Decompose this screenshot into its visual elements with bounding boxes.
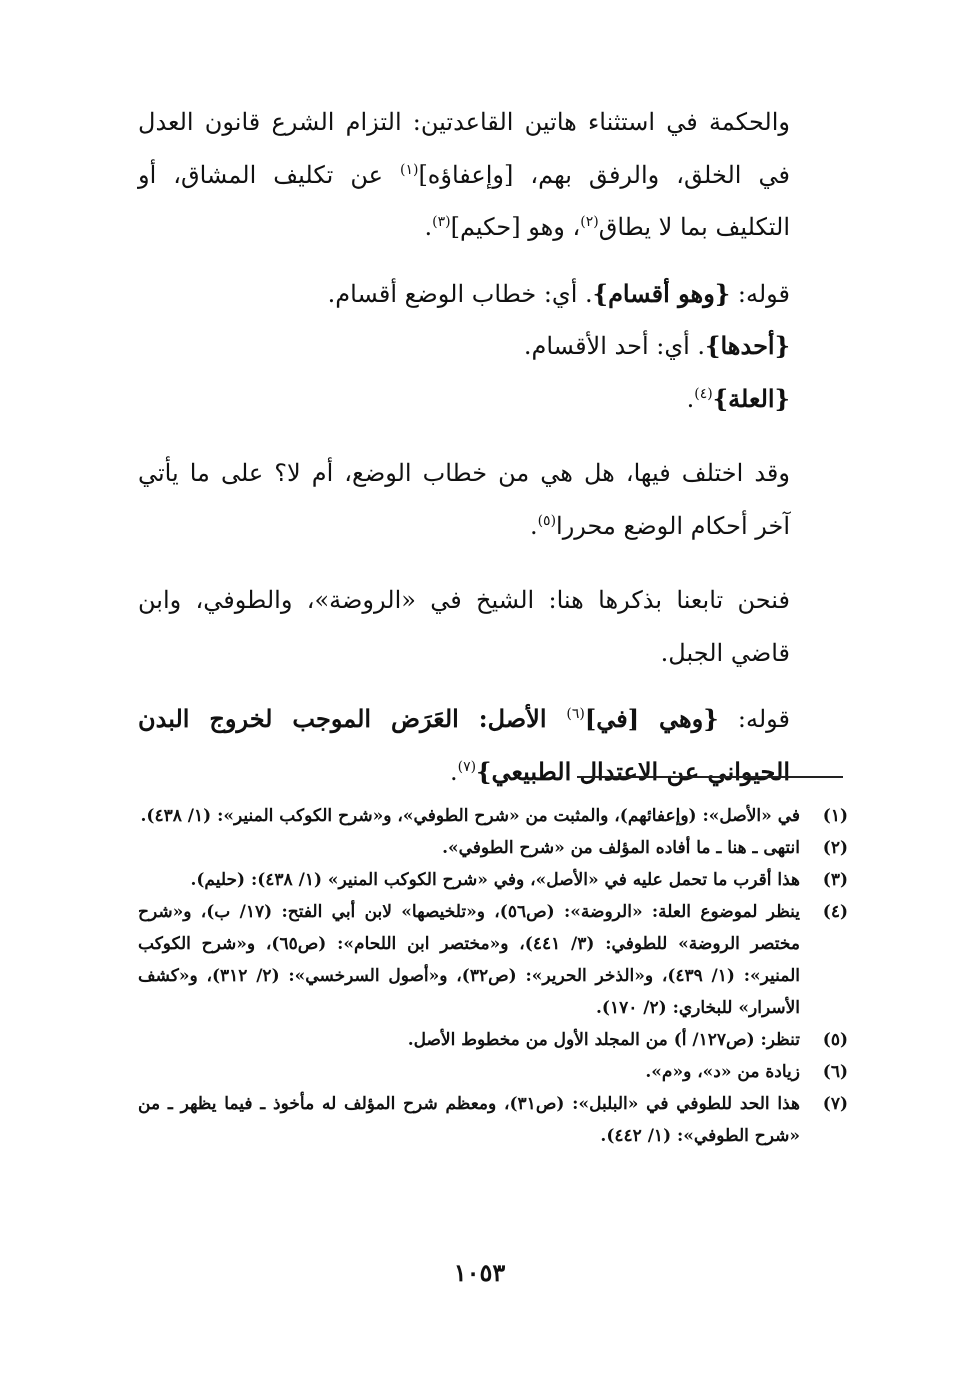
footnote-marker[interactable]: (٢) [580,214,599,230]
quote-prefix: قوله: [718,705,790,733]
main-text [138,96,838,798]
footnote-number: (٢) [822,838,848,858]
quoted-text: {العلة} [712,383,790,413]
explanation-text: . أي: خطاب الوضع أقسام. [327,279,593,308]
footnote-item [138,864,848,896]
footnotes [138,800,848,1152]
footnote-text: ينظر لموضوع العلة: «الروضة»: (ص٥٦)، و«تلخيصها» لابن أبي الفتح: (١٧/ ب)، و«شرح مختصر الروضة» للطوفي: (٣/ ٤٤١)، و«مختصر ابن اللحام»: (ص٦٥)، و«شرح الكوكب المنير»: (١/ ٤٣٩)، و«الذخر الحرير»: (ص٣٢)، و«أصول السرخسي»: (٢/ ٣١٢)، و«كشف الأسرار» للبخاري: (٢/ ١٧٠). [138,902,801,1018]
footnote-item [138,1024,848,1056]
footnote-number: (٧) [822,1094,848,1114]
footnote-marker[interactable]: (٤) [694,385,713,402]
quote-prefix: قوله: [730,279,790,308]
paragraph-followed [138,574,838,679]
paragraph-text: وقد اختلف فيها، هل هي من خطاب الوضع، أم لا؟ على ما يأتي آخر أحكام الوضع محررا [138,459,790,540]
footnote-marker[interactable]: (٧) [457,758,477,775]
quote-line-first [138,320,838,373]
footnote-item [138,1088,848,1152]
quoted-text: {أحدها} [705,331,790,360]
footnote-number: (٣) [822,870,848,890]
paragraph-text: ، وهو [حكيم] [450,213,581,241]
footnote-marker[interactable]: (٥) [537,512,557,529]
punctuation: . [529,511,538,540]
footnote-item [138,1056,848,1088]
paragraph-text: عن تكليف المشاق، أو التكليف بما لا يطاق [138,160,790,241]
quote-line-cause [138,373,838,426]
footnote-text: تنظر: (ص١٢٧/ أ) من المجلد الأول من مخطوط الأصل. [407,1030,800,1050]
punctuation: . [424,213,433,241]
footnote-number: (٥) [822,1030,848,1050]
paragraph-text: والحكمة في استثناء هاتين القاعدتين: التزام الشرع قانون العدل في الخلق، والرفق بهم، [وإعفاؤه] [138,108,790,189]
footnote-number: (١) [822,806,848,826]
punctuation: . [449,757,458,786]
quoted-text: {وهي [في] [584,704,719,733]
footnote-item [138,800,848,832]
quoted-text: {وهو أقسام} [592,278,731,308]
page-number: ١٠٥٣ [453,1258,506,1287]
footnote-text: هذا أقرب ما تحمل عليه في «الأصل»، وفي «شرح الكوكب المنير» (١/ ٤٣٨): (حليم). [190,870,800,890]
footnote-item [138,832,848,864]
quote-definition [138,693,838,798]
footnote-item [138,896,848,1024]
quoted-text: الأصل: العَرَض الموجب لخروج البدن الحيواني عن الاعتدال الطبيعي} [138,704,790,786]
quote-line-types [138,268,838,321]
footnote-marker[interactable]: (٣) [432,214,451,230]
paragraph-wisdom [138,96,838,254]
paragraph-text: فنحن تابعنا بذكرها هنا: الشيخ في «الروضة»، والطوفي، وابن قاضي الجبل. [138,586,790,667]
footnote-text: زيادة من «د»، و«م». [645,1062,800,1082]
footnote-text: في «الأصل»: (وإعفائهم)، والمثبت من «شرح الطوفي»، و«شرح الكوكب المنير»: (١/ ٤٣٨). [140,806,800,826]
footnote-number: (٤) [822,902,848,922]
paragraph-disagreement [138,447,838,552]
explanation-text: . أي: أحد الأقسام. [523,332,706,360]
footnote-marker[interactable]: (١) [399,161,419,178]
punctuation: . [686,384,695,413]
footnote-separator [577,776,843,778]
footnote-text: هذا الحد للطوفي في «البلبل»: (ص٣١)، ومعظم شرح المؤلف له مأخوذ ـ فيما يظهر ـ من «شرح الطوفي»: (١/ ٤٤٢). [138,1094,801,1146]
footnote-number: (٦) [822,1062,848,1082]
footnote-text: انتهى ـ هنا ـ ما أفاده المؤلف من «شرح الطوفي». [442,838,800,858]
footnote-marker[interactable]: (٦) [566,706,585,722]
